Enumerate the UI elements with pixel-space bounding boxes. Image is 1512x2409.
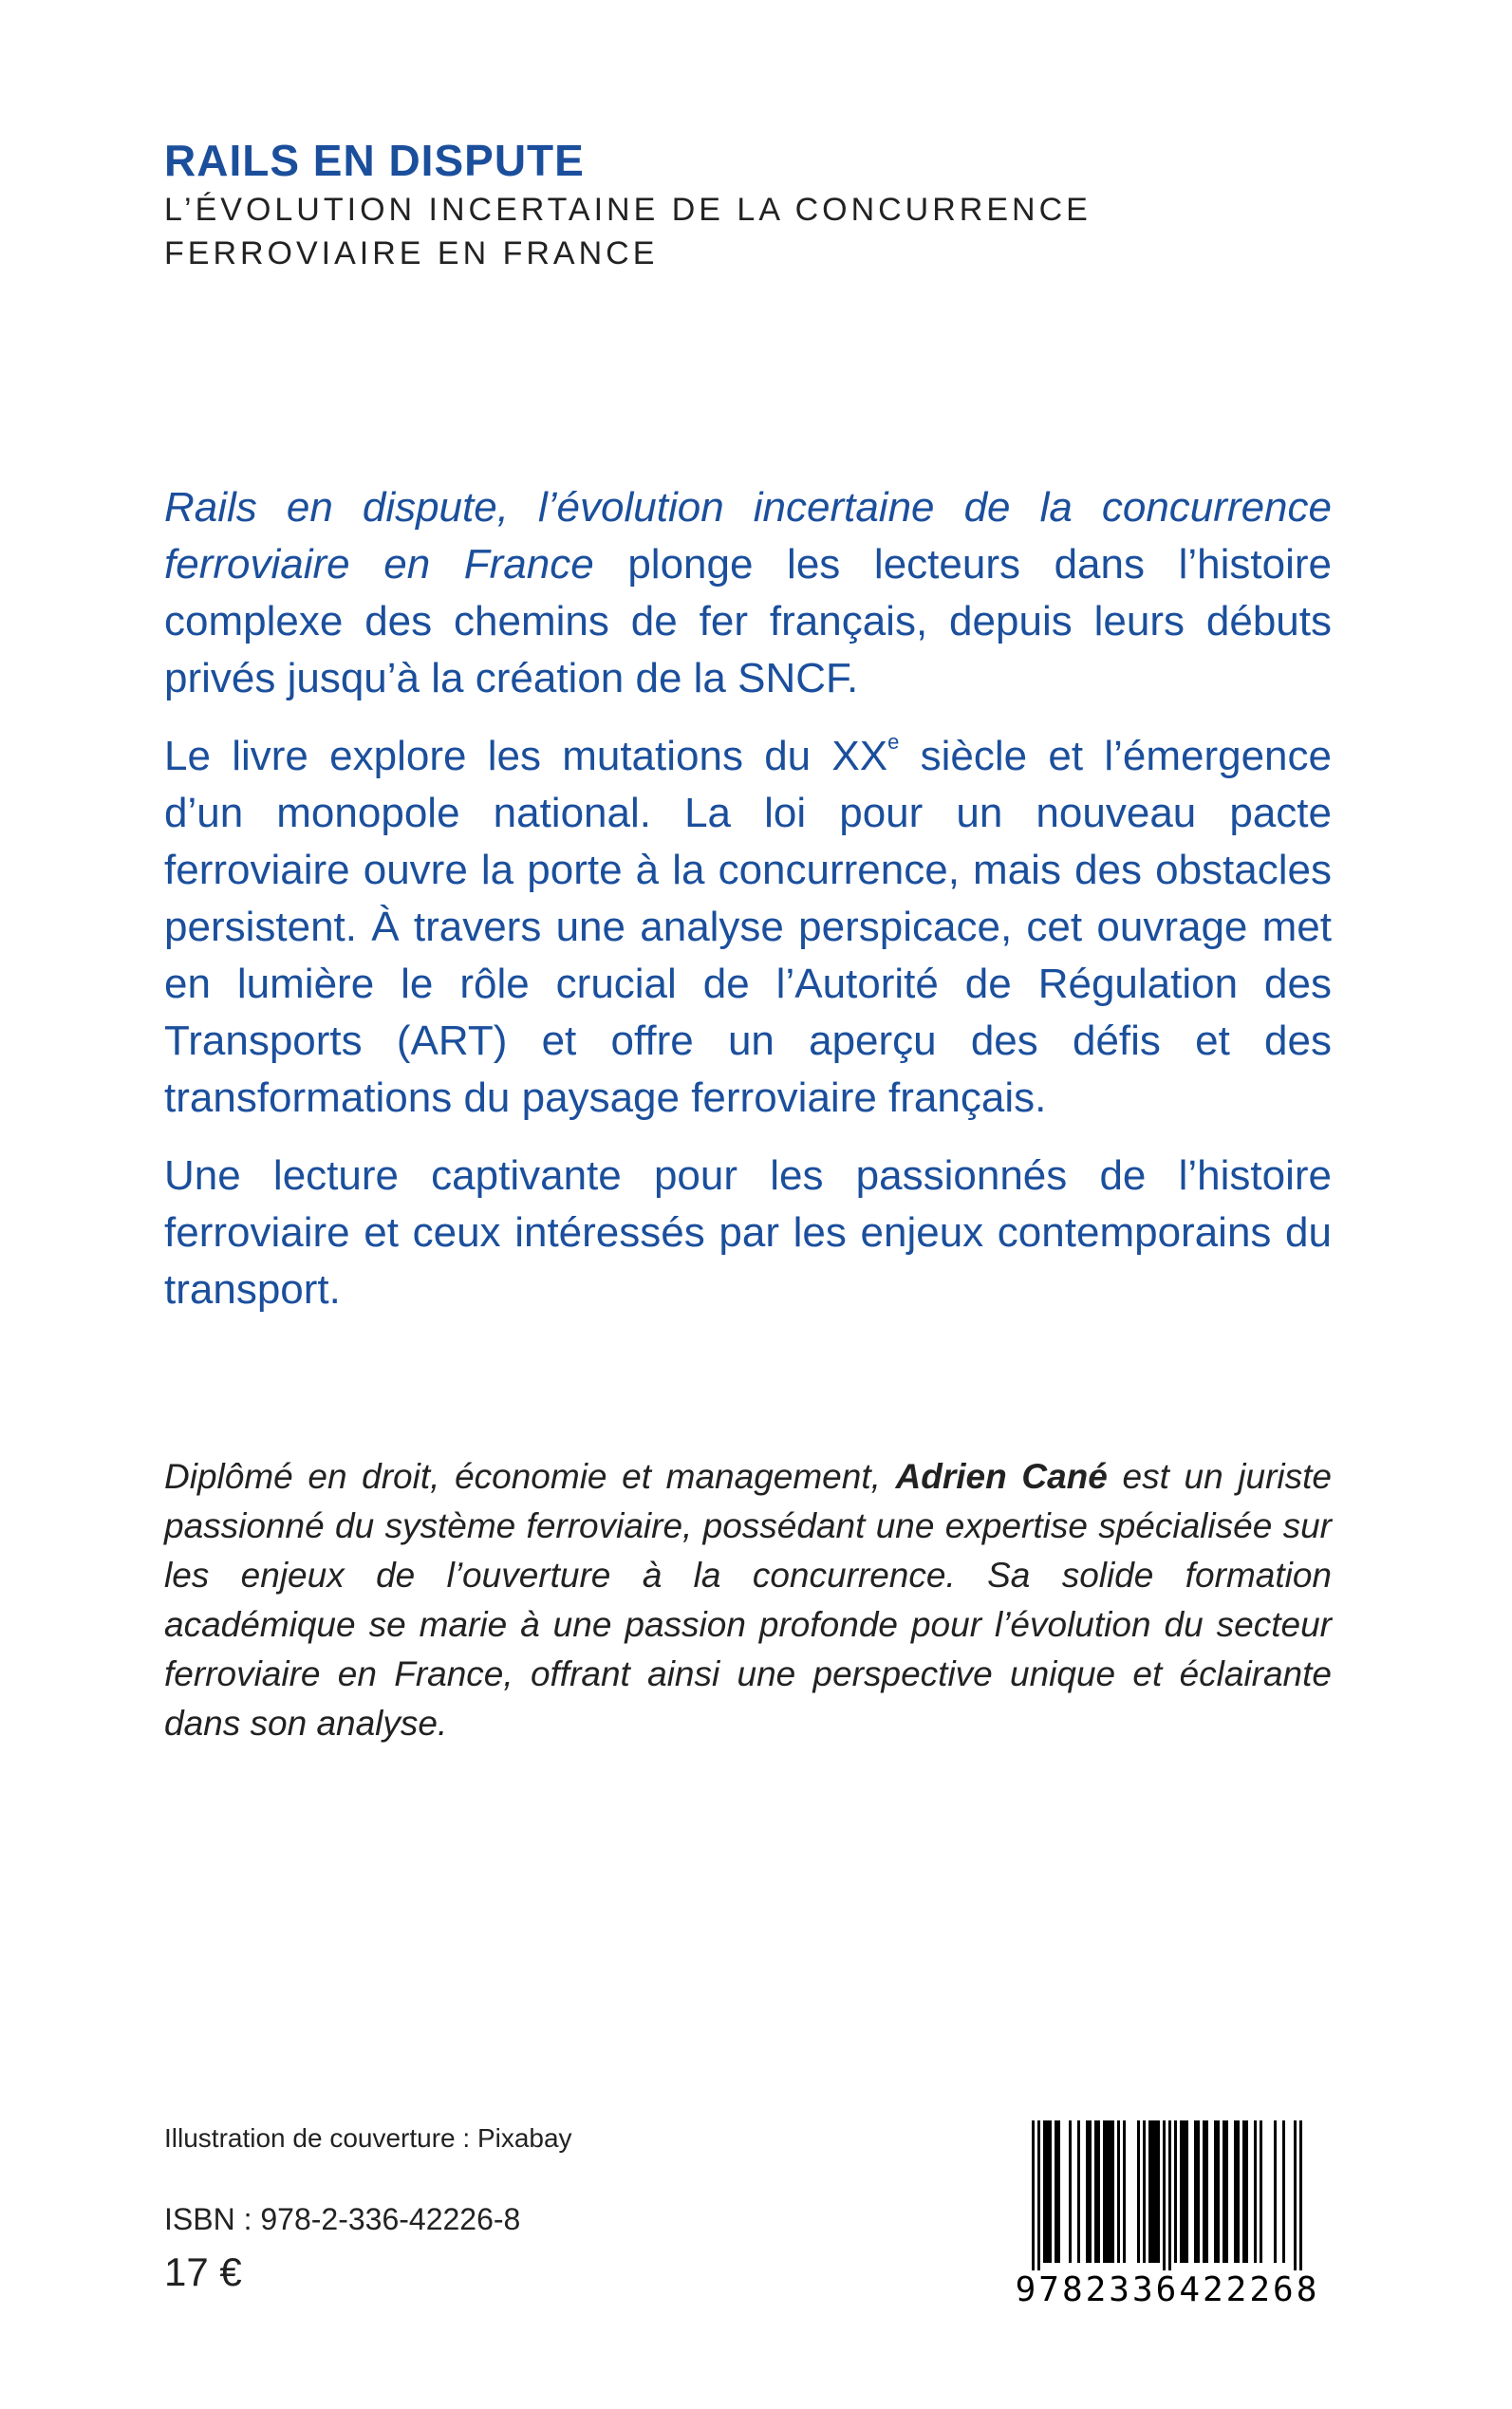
barcode (1011, 2119, 1324, 2308)
blurb-title-italic: Rails en dispute, l’évolution incertaine de la concurrence ferroviaire en France (164, 484, 1332, 588)
barcode-bar (1183, 2120, 1185, 2263)
barcode-bar (1086, 2120, 1089, 2263)
author-bio (164, 1452, 1332, 1748)
barcode-bar (1223, 2120, 1225, 2263)
barcode-bar (1245, 2120, 1248, 2263)
barcode-bar (1043, 2120, 1046, 2263)
author-bio-before: Diplômé en droit, économie et management, (164, 1457, 896, 1496)
barcode-bar (1069, 2120, 1072, 2263)
blurb-p2-superscript: e (887, 730, 900, 754)
barcode-bar (1225, 2120, 1228, 2263)
barcode-bar (1109, 2120, 1111, 2263)
barcode-bar (1194, 2120, 1197, 2263)
blurb-p2-rest: siècle et l’émergence d’un monopole national. La loi pour un nouveau pacte ferroviaire ouvre la porte à la concurrence, mais des obstacles persistent. À travers une analyse perspicace, cet ouvrage met en lumière le rôle crucial de l’Autorité de Régulation des Transports (ART) et offre un aperçu des défis et des transformations du paysage ferroviaire français. (164, 733, 1332, 1121)
barcode-bar (1111, 2120, 1114, 2263)
barcode-bar (1163, 2120, 1166, 2270)
blurb-paragraph-1 (164, 479, 1332, 707)
barcode-bar (1154, 2120, 1157, 2263)
barcode-bar (1299, 2120, 1302, 2270)
barcode-bar (1057, 2120, 1060, 2263)
barcode-bar (1274, 2120, 1277, 2263)
price: 17 € (164, 2250, 242, 2294)
barcode-bar (1254, 2120, 1257, 2263)
barcode-bar (1214, 2120, 1217, 2263)
book-title: RAILS EN DISPUTE (164, 136, 585, 185)
barcode-number: 9782336422268 (1015, 2270, 1320, 2309)
barcode-bar (1077, 2120, 1080, 2263)
barcode-bar (1117, 2120, 1120, 2263)
barcode-bar (1282, 2120, 1285, 2263)
barcode-bar (1089, 2120, 1092, 2263)
barcode-bar (1168, 2120, 1171, 2270)
barcode-bar (1032, 2120, 1035, 2270)
subtitle-line-1: L’ÉVOLUTION INCERTAINE DE LA CONCURRENCE (164, 192, 1092, 228)
barcode-bar (1260, 2120, 1262, 2263)
blurb-p1-text: plonge les lecteurs dans l’histoire complexe des chemins de fer français, depuis leurs débuts privés jusqu’à la création de la SNCF. (164, 541, 1332, 701)
blurb-paragraph-2 (164, 728, 1332, 1127)
barcode-bar (1294, 2120, 1297, 2270)
barcode-bar (1185, 2120, 1188, 2263)
barcode-bar (1037, 2120, 1040, 2270)
barcode-bar (1094, 2120, 1097, 2263)
barcode-bar (1242, 2120, 1245, 2263)
author-name: Adrien Cané (895, 1457, 1108, 1496)
barcode-bar (1157, 2120, 1160, 2263)
barcode-bar (1137, 2120, 1140, 2263)
book-subtitle (164, 188, 1303, 275)
barcode-bar (1148, 2120, 1151, 2263)
barcode-bar (1151, 2120, 1154, 2263)
barcode-bar (1123, 2120, 1126, 2263)
barcode-bar (1205, 2120, 1208, 2263)
barcode-bar (1174, 2120, 1177, 2263)
barcode-bar (1237, 2120, 1240, 2263)
barcode-bar (1197, 2120, 1200, 2263)
blurb-paragraph-3: Une lecture captivante pour les passionnés de l’histoire ferroviaire et ceux intéressés par les enjeux contemporains du transport. (164, 1152, 1332, 1313)
blurb (164, 479, 1332, 1339)
barcode-bar (1203, 2120, 1205, 2263)
barcode-bars (1011, 2119, 1324, 2270)
barcode-bar (1049, 2120, 1052, 2263)
barcode-bar (1055, 2120, 1057, 2263)
barcode-bar (1103, 2120, 1106, 2263)
barcode-bar (1217, 2120, 1220, 2263)
isbn: ISBN : 978-2-336-42226-8 (164, 2202, 521, 2236)
cover-credit: Illustration de couverture : Pixabay (164, 2123, 572, 2153)
barcode-bar (1180, 2120, 1183, 2263)
barcode-bar (1097, 2120, 1100, 2263)
subtitle-line-2: FERROVIAIRE EN FRANCE (164, 235, 659, 271)
barcode-bar (1143, 2120, 1146, 2263)
barcode-bar (1106, 2120, 1109, 2263)
barcode-bar (1046, 2120, 1049, 2263)
blurb-p2-start: Le livre explore les mutations du XX (164, 733, 888, 779)
barcode-bar (1234, 2120, 1237, 2263)
author-bio-after: est un juriste passionné du système ferroviaire, possédant une expertise spécialisée sur les enjeux de l’ouverture à la concurrence. Sa solide formation académique se marie à une passion profonde pour l’évolution du secteur ferroviaire en France, offrant ainsi une perspective unique et éclairante dans son analyse. (164, 1457, 1333, 1743)
